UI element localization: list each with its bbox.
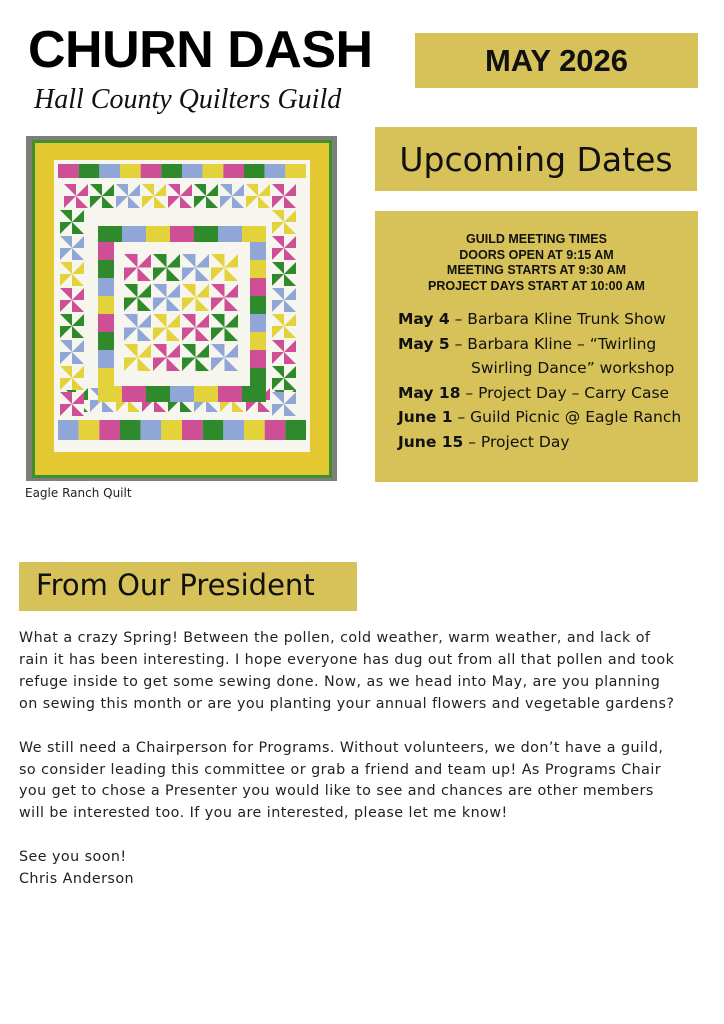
- letter-line: so consider leading this committee or grab a friend and team up! As Programs Chair: [19, 761, 662, 778]
- frame-square: [146, 226, 170, 242]
- issue-badge: [415, 33, 698, 88]
- strip-square: [244, 420, 265, 440]
- frame-square: [194, 386, 218, 402]
- meeting-times: [375, 232, 698, 294]
- meeting-times-line: DOORS OPEN AT 9:15 AM: [459, 247, 614, 262]
- letter-signature: Chris Anderson: [19, 871, 135, 888]
- strip-square: [182, 420, 203, 440]
- frame-square: [98, 278, 114, 296]
- event-date: May 18: [398, 383, 461, 402]
- event-text: – Guild Picnic @ Eagle Ranch: [452, 408, 682, 426]
- event-text: – Project Day: [463, 432, 570, 451]
- strip-square: [79, 420, 100, 440]
- frame-square: [98, 242, 114, 260]
- letter-line: rain it has been interesting. I hope everyone has dug out from all that pollen and took: [19, 651, 675, 668]
- event-date: June 1: [398, 408, 453, 426]
- frame-square: [98, 368, 114, 386]
- upcoming-dates-heading: [375, 127, 697, 191]
- strip-square: [58, 420, 79, 440]
- event-item: [398, 381, 694, 406]
- letter-line: We still need a Chairperson for Programs. Without volunteers, we don’t have a guild,: [19, 739, 664, 756]
- strip-square: [161, 420, 182, 440]
- strip-square: [141, 420, 162, 440]
- strip-square: [99, 164, 120, 178]
- frame-square: [122, 386, 146, 402]
- strip-square: [285, 420, 306, 440]
- event-item: [398, 332, 694, 357]
- strip-square: [223, 420, 244, 440]
- upcoming-dates-title: Upcoming Dates: [399, 139, 673, 179]
- newsletter-title: CHURN DASH: [28, 21, 373, 79]
- event-date: June 15: [398, 432, 464, 451]
- upcoming-dates-box: [375, 211, 698, 482]
- event-text: Swirling Dance” workshop: [471, 359, 675, 377]
- event-item: [398, 307, 694, 332]
- issue-date: MAY 2026: [484, 42, 629, 78]
- strip-square: [285, 164, 306, 178]
- strip-square: [58, 164, 79, 178]
- letter-line: What a crazy Spring! Between the pollen, cold weather, warm weather, and lack of: [19, 630, 651, 646]
- strip-square: [141, 164, 162, 178]
- frame-square: [250, 350, 266, 368]
- frame-square: [242, 386, 266, 402]
- frame-square: [250, 314, 266, 332]
- photo-caption: Eagle Ranch Quilt: [25, 486, 132, 500]
- strip-square: [265, 420, 286, 440]
- frame-square: [218, 226, 242, 242]
- frame-square: [250, 242, 266, 260]
- event-item: [398, 430, 694, 455]
- frame-square: [218, 386, 242, 402]
- frame-square: [122, 226, 146, 242]
- frame-square: [250, 296, 266, 314]
- letter-line: on sewing this month or are you planting your annual flowers and vegetable gardens?: [19, 695, 675, 712]
- frame-square: [250, 260, 266, 278]
- event-text: – Barbara Kline Trunk Show: [449, 310, 666, 328]
- event-text: – Barbara Kline – “Twirling: [449, 334, 657, 353]
- letter-line: will be interested too. If you are interested, please let me know!: [19, 805, 508, 822]
- meeting-times-line: PROJECT DAYS START AT 10:00 AM: [428, 278, 645, 293]
- event-date: May 5: [398, 334, 450, 353]
- frame-square: [146, 386, 170, 402]
- frame-square: [98, 296, 114, 314]
- strip-square: [265, 164, 286, 178]
- letter-line: you get to chose a Presenter you would like to see and chances are other members: [19, 783, 654, 800]
- quilt-photo: [26, 136, 337, 481]
- meeting-times-line: GUILD MEETING TIMES: [466, 232, 607, 246]
- frame-square: [170, 386, 194, 402]
- strip-square: [182, 164, 203, 178]
- event-item-continued: [398, 356, 694, 381]
- event-list: [398, 307, 694, 454]
- frame-square: [250, 368, 266, 386]
- frame-square: [242, 226, 266, 242]
- frame-square: [194, 226, 218, 242]
- frame-square: [98, 386, 122, 402]
- strip-square: [120, 420, 141, 440]
- strip-square: [120, 164, 141, 178]
- frame-square: [170, 226, 194, 242]
- frame-square: [250, 332, 266, 350]
- event-date: May 4: [398, 310, 450, 328]
- event-text: – Project Day – Carry Case: [460, 383, 670, 402]
- president-title: From Our President: [36, 568, 315, 602]
- frame-square: [98, 332, 114, 350]
- frame-square: [98, 260, 114, 278]
- frame-square: [98, 314, 114, 332]
- frame-square: [98, 350, 114, 368]
- president-letter: [19, 628, 689, 891]
- strip-square: [203, 164, 224, 178]
- strip-square: [161, 164, 182, 178]
- guild-name: Hall County Quilters Guild: [34, 84, 342, 115]
- frame-square: [250, 278, 266, 296]
- strip-square: [203, 420, 224, 440]
- strip-square: [223, 164, 244, 178]
- strip-square: [79, 164, 100, 178]
- strip-square: [99, 420, 120, 440]
- letter-line: refuge inside to get some sewing done. Now, as we head into May, are you planning: [19, 673, 661, 690]
- event-item: [398, 405, 694, 430]
- president-heading: [19, 562, 357, 611]
- quilt-image: [26, 136, 337, 481]
- strip-square: [244, 164, 265, 178]
- meeting-times-line: MEETING STARTS AT 9:30 AM: [446, 263, 627, 277]
- frame-square: [98, 226, 122, 242]
- letter-signoff: See you soon!: [19, 849, 127, 866]
